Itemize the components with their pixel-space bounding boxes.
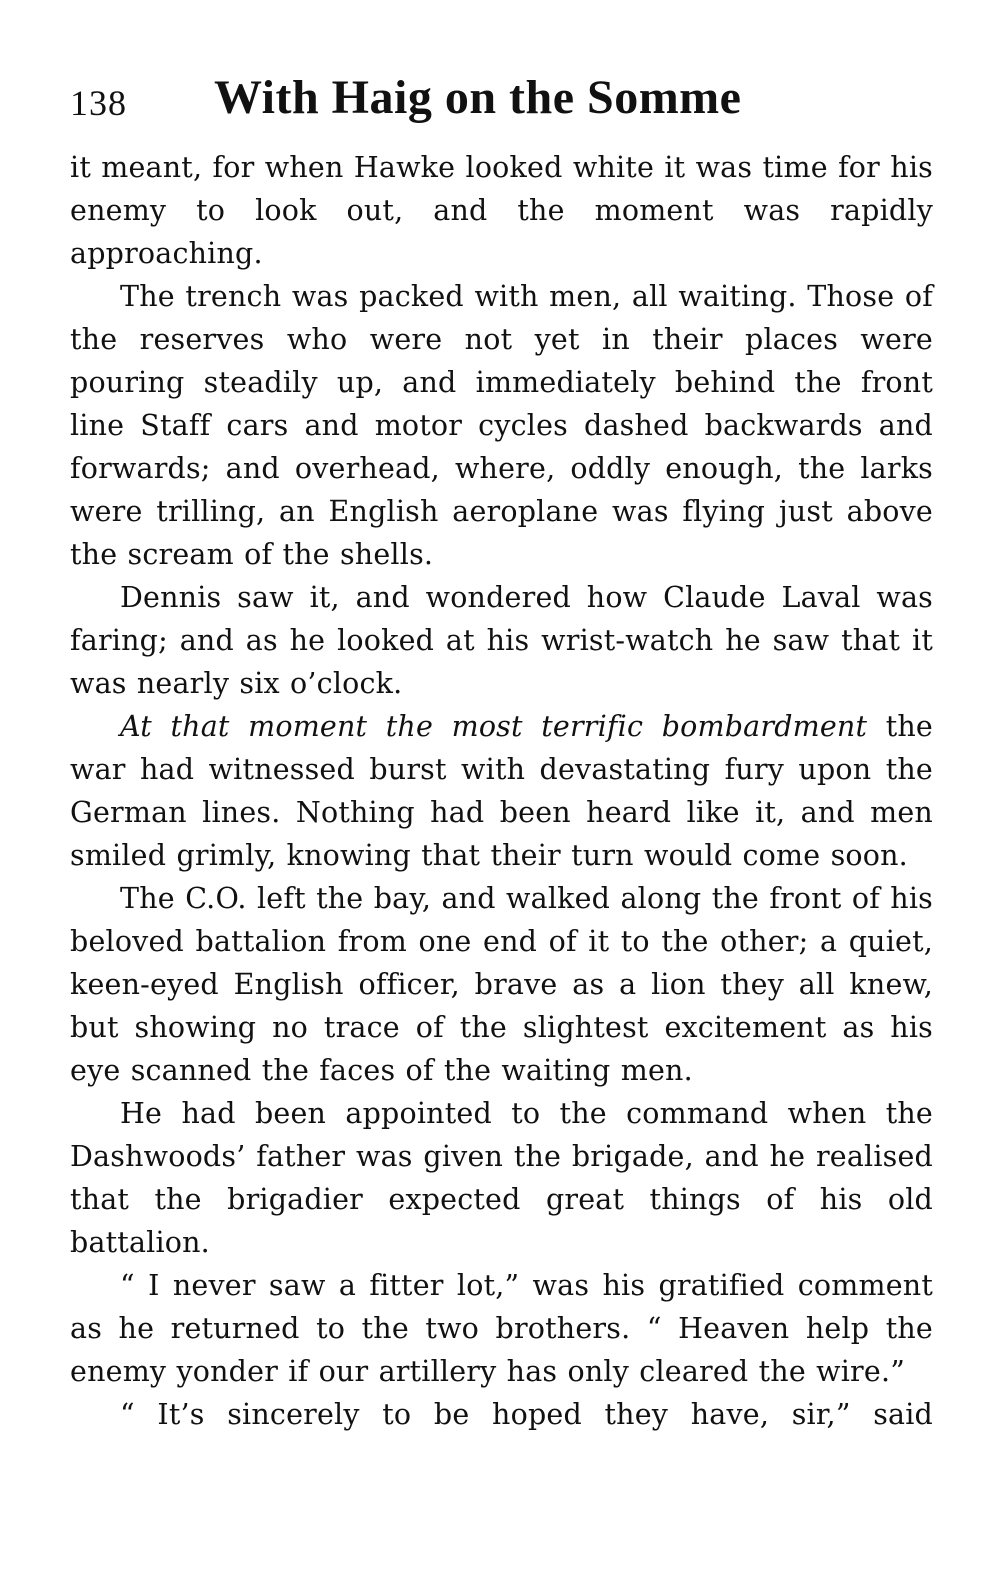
paragraph: it meant, for when Hawke looked white it was time for his enemy to look out, and the moment was rapidly approaching. — [70, 151, 933, 270]
paragraph: “ I never saw a fitter lot,” was his gratified comment as he returned to the two brothers. “ Heaven help the enemy yonder if our artillery has only cleared the wire.” — [70, 1269, 933, 1388]
italic-phrase: At that moment the most terrific bombardment — [120, 710, 868, 743]
body-text — [70, 146, 933, 1436]
paragraph: The trench was packed with men, all waiting. Those of the reserves who were not yet in their places were pouring steadily up, and immediately behind the front line Staff cars and motor cycles dashed backwards and forwards; and overhead, where, oddly enough, the larks were trilling, an English aeroplane was flying just above the scream of the shells. — [70, 280, 933, 571]
page-header — [70, 70, 933, 132]
paragraph: “ It’s sincerely to be hoped they have, sir,” said — [120, 1398, 933, 1431]
paragraph-text: the war had witnessed burst with devastating fury upon the German lines. Nothing had been heard like it, and men smiled grimly, knowing that their turn would come soon. — [70, 710, 933, 872]
book-page — [70, 70, 933, 1436]
paragraph: Dennis saw it, and wondered how Claude Laval was faring; and as he looked at his wrist-watch he saw that it was nearly six o’clock. — [70, 581, 933, 700]
running-title: With Haig on the Somme — [214, 71, 742, 124]
page-number: 138 — [70, 83, 127, 123]
paragraph: He had been appointed to the command when the Dashwoods’ father was given the brigade, and he realised that the brigadier expected great things of his old battalion. — [70, 1097, 933, 1259]
paragraph — [70, 705, 933, 877]
paragraph: The C.O. left the bay, and walked along the front of his beloved battalion from one end of it to the other; a quiet, keen-eyed English officer, brave as a lion they all knew, but showing no trace of the slightest excitement as his eye scanned the faces of the waiting men. — [70, 882, 933, 1087]
